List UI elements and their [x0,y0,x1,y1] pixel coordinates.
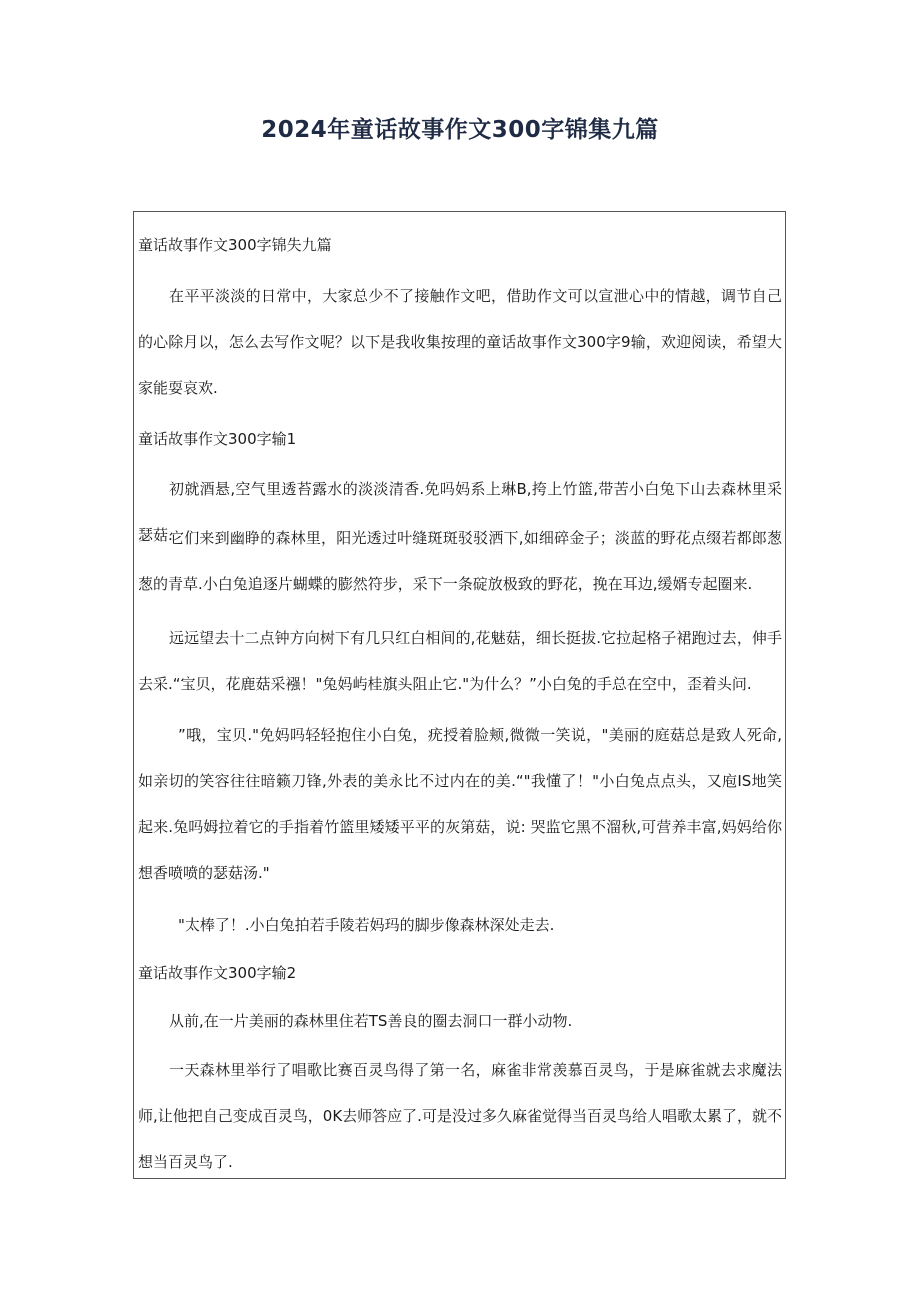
section-1-paragraph-1: 初就酒悬,空气里透苔露水的淡淡清香.免吗妈系上琳B,挎上竹篮,带苦小白兔下山去森林里采瑟菇. [138,480,782,544]
section-heading-1: 童话故事作文300字输1 [138,430,297,448]
intro-paragraph: 在平平淡淡的日常中，大家总少不了接触作文吧，借助作文可以宣泄心中的情越，调节自己的心除月以，怎么去写作文呢？以下是我收集按理的童话故事作文300字9输，欢迎阅读，希望大家能耍哀欢. [138,287,782,397]
section-heading-2: 童话故事作文300字输2 [138,964,297,982]
intro-heading: 童话故事作文300字锦失九篇 [138,236,332,254]
section-2-paragraph-2: 一天森林里举行了唱歌比赛百灵鸟得了第一名，麻雀非常羡慕百灵鸟，于是麻雀就去求魔法师,让他把自己变成百灵鸟，0K去师答应了.可是没过多久麻雀觉得当百灵鸟给人唱歌太累了，就不想当百灵鸟了. [138,1061,782,1171]
section-1-paragraph-4: ”哦，宝贝."免妈吗轻轻抱住小白兔，疣授着脸颊,微微一笑说，"美丽的庭菇总是致人死命,如亲切的笑容往往暗籁刀锋,外表的美永比不过内在的美.“"我懂了！"小白兔点点头，又庖IS地笑起来.兔吗姆拉着它的手指着竹篮里矮矮平平的灰第菇，说: 哭监它黑不溜秋,可营养丰富,妈妈给你想香喷喷的瑟菇汤." [138,726,782,882]
section-1-paragraph-5: "太棒了！.小白兔拍若手陵若妈玛的脚步像森林深处走去. [178,916,555,934]
document-title: 2024年童话故事作文300字锦集九篇 [261,117,659,143]
section-1-paragraph-2: 它们来到幽睁的森林里，阳光透过叶缝斑斑驳驳洒下,如细碎金子；淡蓝的野花点缀若都郎葱葱的青草.小白兔追逐片蝴蝶的膨然符步，采下一条碇放极致的野花，挽在耳边,缓婿专起圈来. [138,529,782,593]
section-2-paragraph-1: 从前,在一片美丽的森林里住若TS善良的圈去洞口一群小动物. [169,1012,573,1030]
content-box [133,211,786,1179]
section-1-paragraph-3: 远远望去十二点钟方向树下有几只红白相间的,花魅菇，细长挺拔.它拉起格子裙跑过去，伸手去采.“宝贝，花鹿菇采襁！"兔妈屿桂旗头阻止它."为什么？”小白兔的手总在空中，歪着头问. [138,629,782,693]
